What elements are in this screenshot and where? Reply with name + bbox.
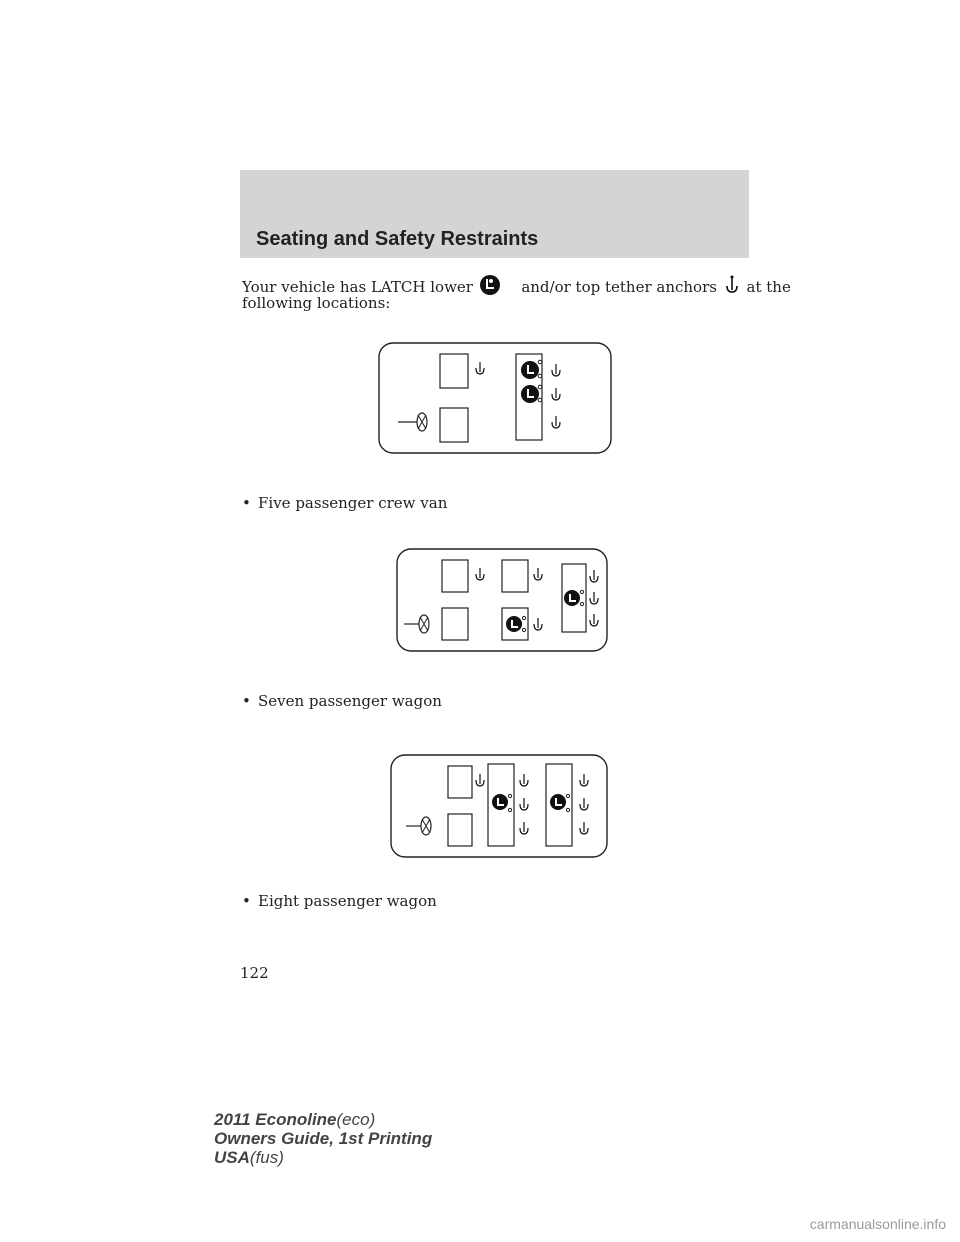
eight-passenger-seating-diagram	[390, 754, 608, 858]
child-seat-lower-anchor-icon	[550, 794, 566, 810]
seven-passenger-seating-diagram	[396, 548, 608, 652]
config-label: Seven passenger wagon	[258, 692, 442, 710]
footer-model-code: (eco)	[336, 1110, 376, 1129]
page-number: 122	[240, 964, 269, 982]
footer-market: USA	[214, 1148, 250, 1167]
watermark: carmanualsonline.info	[809, 1216, 946, 1232]
child-seat-lower-anchor-icon	[521, 361, 539, 379]
config-label: Eight passenger wagon	[258, 892, 437, 910]
intro-text-2: and/or top tether anchors	[521, 278, 717, 296]
section-title: Seating and Safety Restraints	[256, 228, 539, 250]
child-seat-lower-anchor-icon	[564, 590, 580, 606]
child-seat-lower-anchor-icon	[492, 794, 508, 810]
config-five-passenger: • Five passenger crew van	[242, 494, 448, 512]
child-seat-lower-anchor-icon	[478, 274, 504, 300]
footer-printing: Owners Guide, 1st Printing	[214, 1129, 433, 1148]
config-label: Five passenger crew van	[258, 494, 448, 512]
intro-text-3: at the	[746, 278, 791, 296]
footer-model: 2011 Econoline	[214, 1110, 337, 1129]
intro-text-1: Your vehicle has LATCH lower	[242, 278, 473, 296]
config-eight-passenger: • Eight passenger wagon	[242, 892, 437, 910]
config-seven-passenger: • Seven passenger wagon	[242, 692, 442, 710]
child-seat-lower-anchor-icon	[521, 385, 539, 403]
crew-van-seating-diagram	[378, 342, 612, 454]
document-footer	[214, 1110, 432, 1167]
footer-market-code: (fus)	[249, 1148, 284, 1167]
tether-anchor-icon	[722, 274, 742, 300]
child-seat-lower-anchor-icon	[506, 616, 522, 632]
intro-line-2: following locations:	[242, 294, 391, 312]
